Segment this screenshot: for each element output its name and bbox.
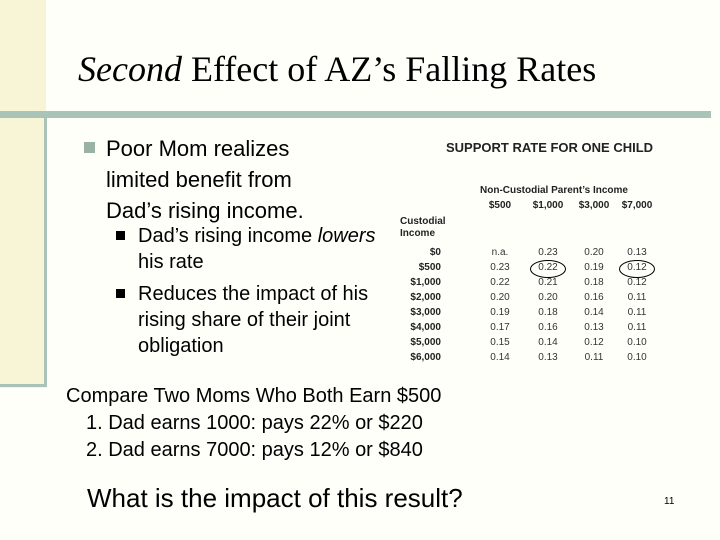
sub-bullet-1 — [116, 223, 376, 275]
slide-title — [78, 48, 596, 90]
rate-cell: 0.22 — [490, 277, 510, 288]
title-italic: Second — [78, 49, 182, 89]
slide-number: 11 — [664, 496, 675, 507]
rate-cell: 0.11 — [627, 307, 647, 318]
table-row — [398, 352, 688, 365]
sub-bullet-2 — [116, 281, 376, 359]
rate-cell: 0.23 — [538, 247, 558, 258]
left-decor-bar — [0, 0, 46, 388]
sub1-text-a: Dad’s rising income — [138, 225, 318, 247]
square-bullet-icon — [84, 142, 95, 153]
table-row — [398, 322, 688, 335]
rate-cell: 0.16 — [538, 322, 558, 333]
rate-cell: 0.13 — [627, 247, 647, 258]
rate-cell: 0.22 — [538, 262, 558, 273]
left-accent-line — [44, 111, 47, 387]
table-row — [398, 292, 688, 305]
rate-cell: 0.18 — [584, 277, 604, 288]
rate-cell: 0.21 — [538, 277, 558, 288]
rate-cell: 0.16 — [584, 292, 604, 303]
rate-cell: 0.13 — [538, 352, 558, 363]
sub-bullet-2-text: Reduces the impact of his rising share of their joint obligation — [138, 283, 369, 357]
table-row — [398, 247, 688, 260]
bullet-main-text: Poor Mom realizes limited benefit from Dad’s rising income. — [106, 136, 304, 223]
title-divider — [0, 111, 711, 118]
custodial-income-cell: $500 — [418, 262, 441, 273]
custodial-income-cell: $0 — [429, 247, 441, 258]
sub1-text-italic: lowers — [317, 225, 376, 247]
rate-cell: 0.18 — [538, 307, 558, 318]
ncp-income-header: $500 — [488, 200, 512, 211]
rate-cell: 0.10 — [627, 352, 647, 363]
rate-cell: 0.12 — [627, 262, 647, 273]
rate-cell: 0.12 — [584, 337, 604, 348]
custodial-income-cell: $6,000 — [410, 352, 441, 363]
custodial-income-cell: $5,000 — [410, 337, 441, 348]
rate-cell: 0.13 — [584, 322, 604, 333]
rate-cell: 0.11 — [627, 322, 647, 333]
closing-question: What is the impact of this result? — [87, 483, 463, 513]
highlight-circle — [619, 260, 655, 278]
custodial-income-label: Custodial Income — [400, 216, 446, 239]
rate-cell: 0.17 — [490, 322, 510, 333]
left-accent-bottom — [0, 384, 46, 387]
sub1-text-b: his rate — [138, 251, 204, 273]
comparison-block — [66, 383, 441, 464]
rate-cell: 0.23 — [490, 262, 510, 273]
rate-cell: 0.11 — [584, 352, 604, 363]
rate-cell: 0.14 — [490, 352, 510, 363]
custodial-income-cell: $4,000 — [410, 322, 441, 333]
title-rest: Effect of AZ’s Falling Rates — [181, 49, 597, 89]
custodial-income-cell: $1,000 — [410, 277, 441, 288]
rate-cell: 0.15 — [490, 337, 510, 348]
custodial-income-cell: $2,000 — [410, 292, 441, 303]
ncp-income-label: Non-Custodial Parent’s Income — [480, 185, 628, 196]
table-title: SUPPORT RATE FOR ONE CHILD — [446, 140, 654, 155]
table-row — [398, 277, 688, 290]
rate-cell: 0.11 — [627, 292, 647, 303]
rate-cell: 0.20 — [490, 292, 510, 303]
rate-cell: 0.12 — [627, 277, 647, 288]
rate-cell: 0.19 — [490, 307, 510, 318]
rate-cell: 0.20 — [584, 247, 604, 258]
rate-cell: 0.19 — [584, 262, 604, 273]
bullet-main — [84, 133, 346, 226]
square-bullet-icon — [116, 231, 125, 240]
rate-cell: 0.14 — [538, 337, 558, 348]
square-bullet-icon — [116, 289, 125, 298]
rate-cell: 0.20 — [538, 292, 558, 303]
table-row — [398, 307, 688, 320]
rate-cell: 0.14 — [584, 307, 604, 318]
comparison-heading: Compare Two Moms Who Both Earn $500 — [66, 385, 442, 407]
ncp-income-header: $1,000 — [532, 200, 564, 211]
ncp-income-header: $3,000 — [578, 200, 610, 211]
ncp-income-header: $7,000 — [621, 200, 653, 211]
highlight-circle — [530, 260, 566, 278]
comparison-line-1: 1. Dad earns 1000: pays 22% or $220 — [86, 412, 423, 434]
rate-cell: n.a. — [491, 247, 509, 258]
comparison-line-2: 2. Dad earns 7000: pays 12% or $840 — [86, 439, 423, 461]
sub-bullet-1-text — [138, 223, 376, 275]
support-rate-table — [398, 138, 688, 370]
custodial-income-cell: $3,000 — [410, 307, 441, 318]
table-row — [398, 337, 688, 350]
rate-cell: 0.10 — [627, 337, 647, 348]
